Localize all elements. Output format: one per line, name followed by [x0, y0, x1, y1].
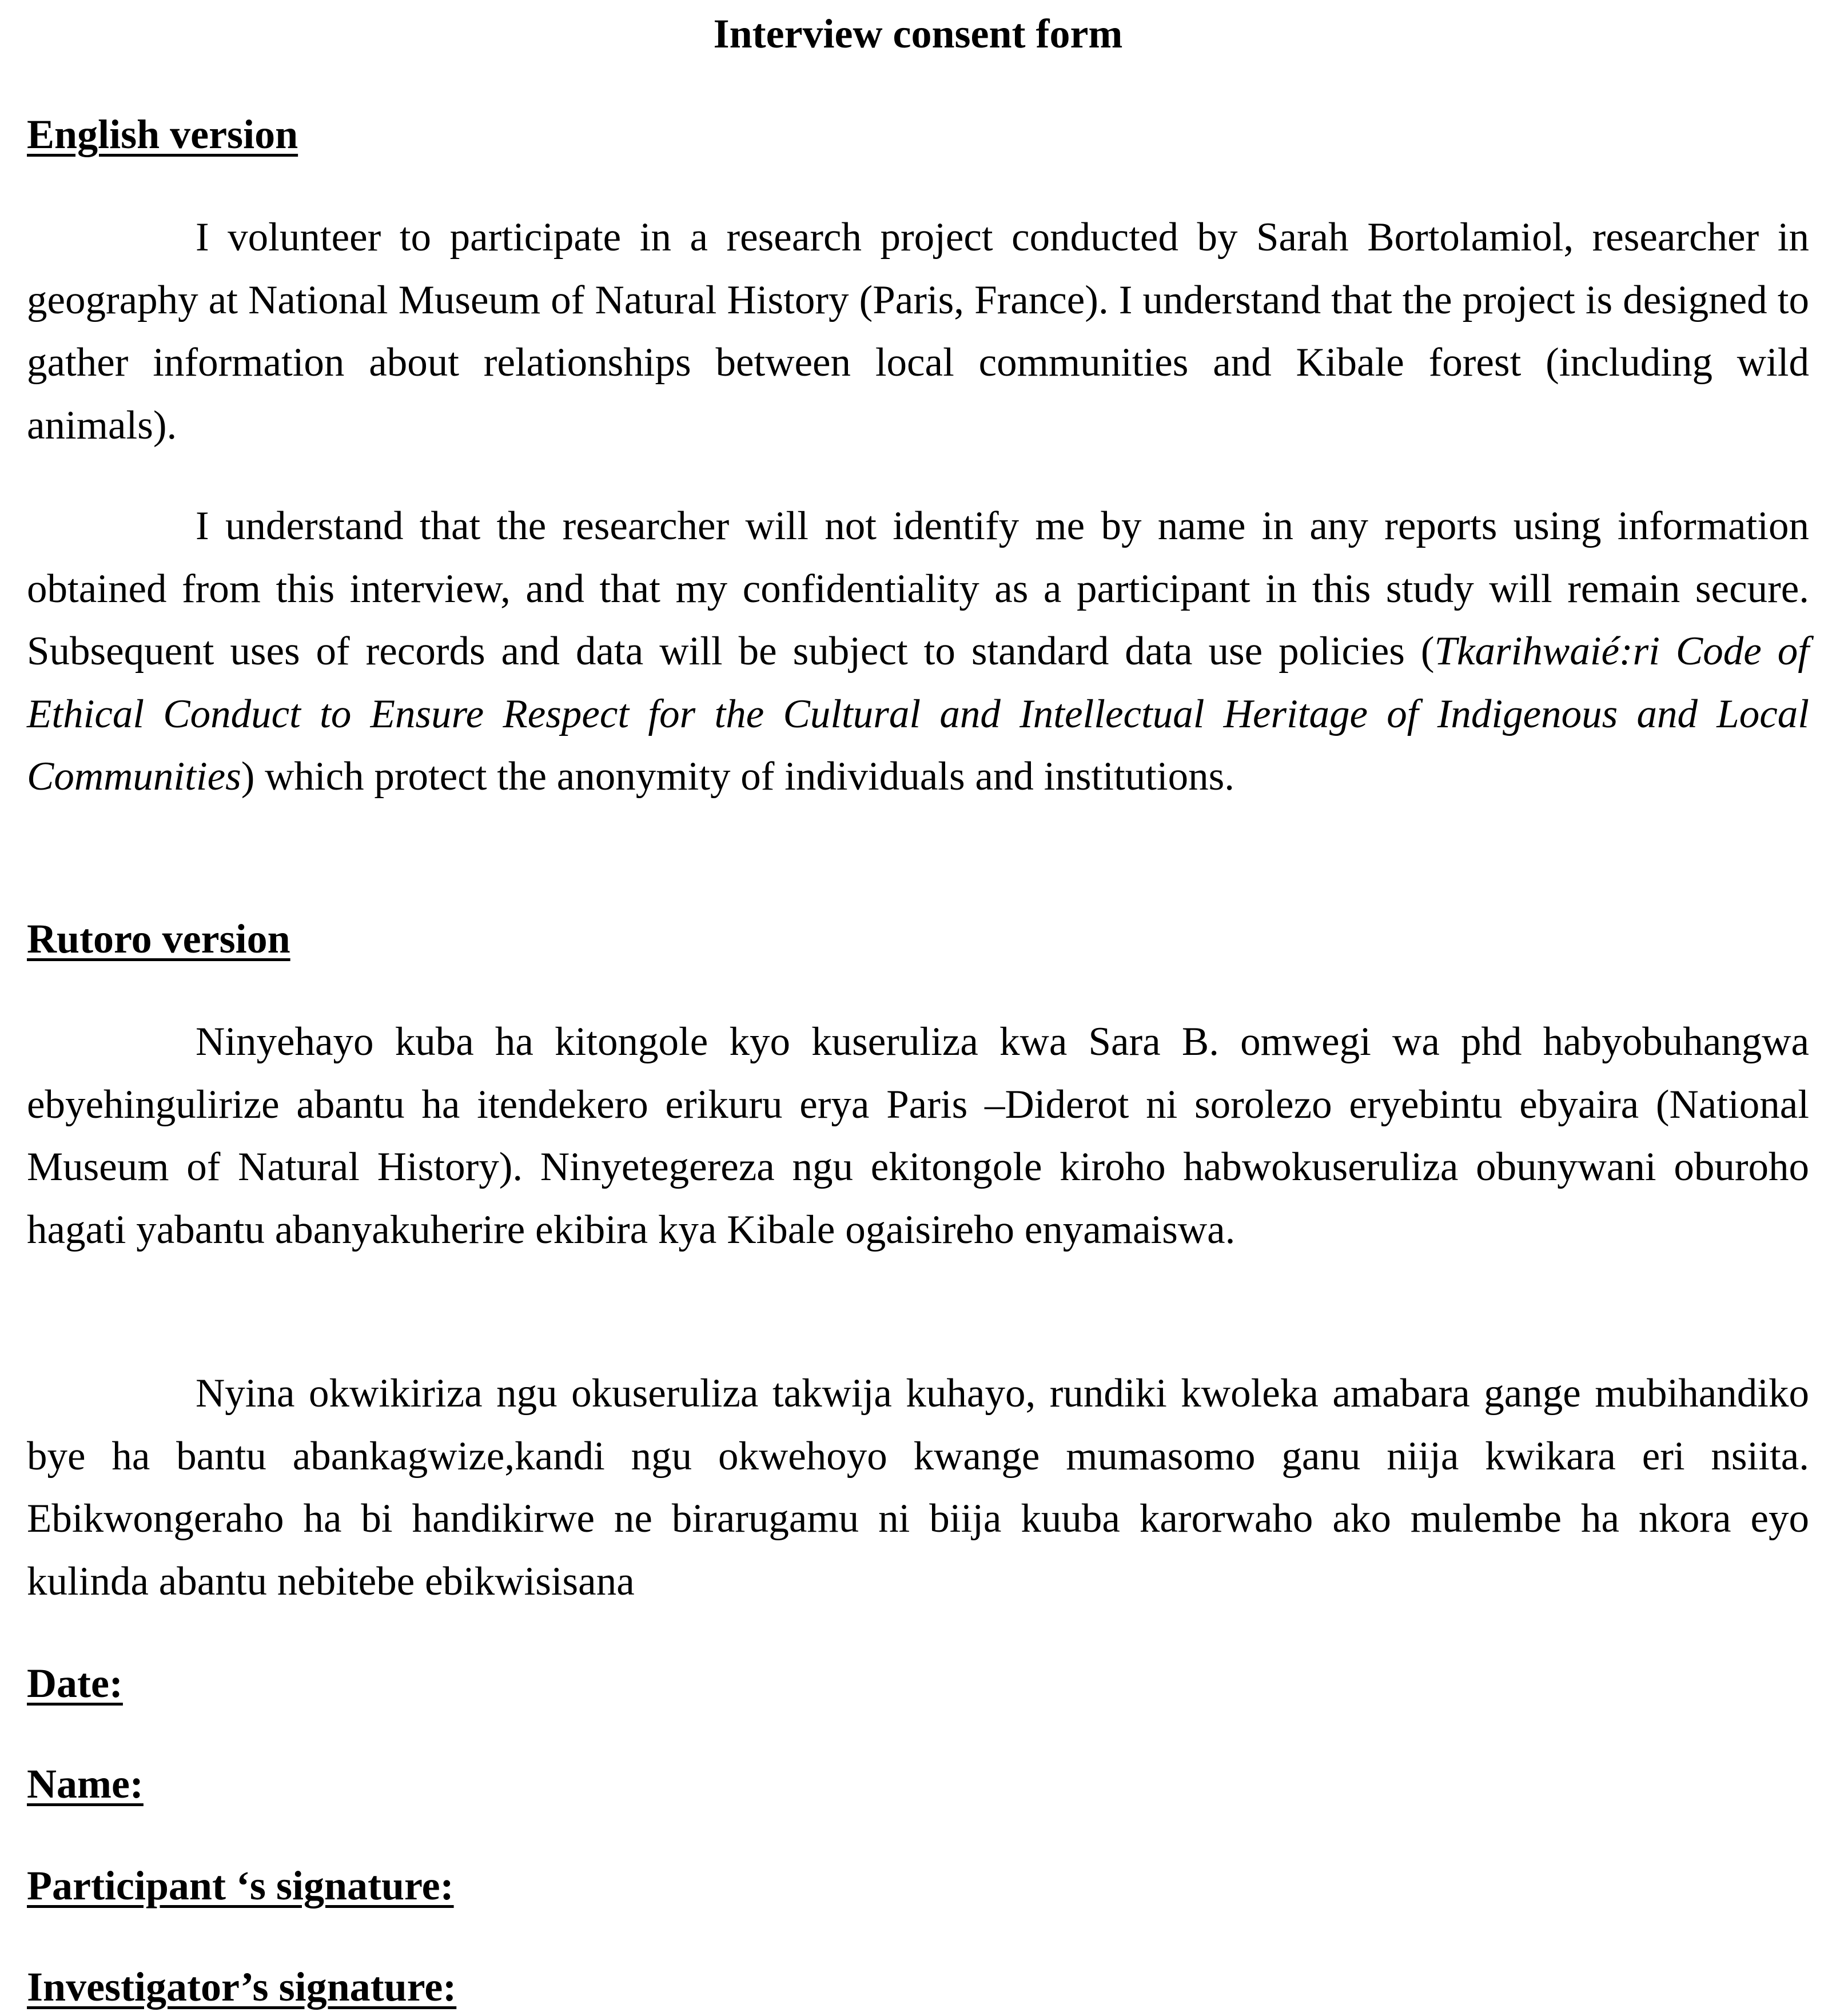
rutoro-version-heading: Rutoro version: [27, 916, 290, 962]
english-paragraph-1: I volunteer to participate in a research project conducted by Sarah Bortolamiol, researcher in geography at National Museum of Natural History (Paris, France). I understand that the project is designed to gather information about relationships between local communities and Kibale forest (including wild animals).: [27, 215, 1809, 448]
english-paragraph-2-text-end: ) which protect the anonymity of individuals and institutions.: [241, 754, 1235, 799]
rutoro-paragraph-2: Nyina okwikiriza ngu okuseruliza takwija kuhayo, rundiki kwoleka amabara gange mubihandiko bye ha bantu abankagwize,kandi ngu okwehoyo kwange mumasomo ganu niija kwikara eri nsiita. Ebikwongeraho ha bi handikirwe ne birarugamu ni biija kuuba karorwaho ako mulembe ha nkora eyo kulinda abantu nebitebe ebikwisisana: [27, 1371, 1809, 1604]
investigator-signature-label: Investigator’s signature:: [27, 1964, 457, 2010]
participant-signature-label: Participant ‘s signature:: [27, 1863, 454, 1909]
ethical-code-title: Tkarihwaié:ri Code of Ethical Conduct to Ensure Respect for the Cultural and Intellectual Heritage of Indigenous and Local Communities: [27, 629, 1809, 799]
english-paragraph-2-text-start: I understand that the researcher will not identify me by name in any reports using information obtained from this interview, and that my confidentiality as a participant in this study will remain secure. Subsequent uses of records and data will be subject to standard data use policies (: [27, 504, 1809, 674]
name-field-label: Name:: [27, 1761, 144, 1807]
document-title: Interview consent form: [713, 11, 1123, 57]
rutoro-paragraph-1: Ninyehayo kuba ha kitongole kyo kuseruliza kwa Sara B. omwegi wa phd habyobuhangwa ebyehingulirize abantu ha itendekero erikuru erya Paris –Diderot ni sorolezo eryebintu ebyaira (National Museum of Natural History). Ninyetegereza ngu ekitongole kiroho habwokuseruliza obunywani oburoho hagati yabantu abanyakuherire ekibira kya Kibale ogaisireho enyamaiswa.: [27, 1019, 1809, 1252]
date-field-label: Date:: [27, 1660, 123, 1706]
consent-form-page: [27, 0, 1809, 2016]
english-paragraph-2: [27, 495, 1809, 808]
english-version-heading: English version: [27, 111, 298, 157]
